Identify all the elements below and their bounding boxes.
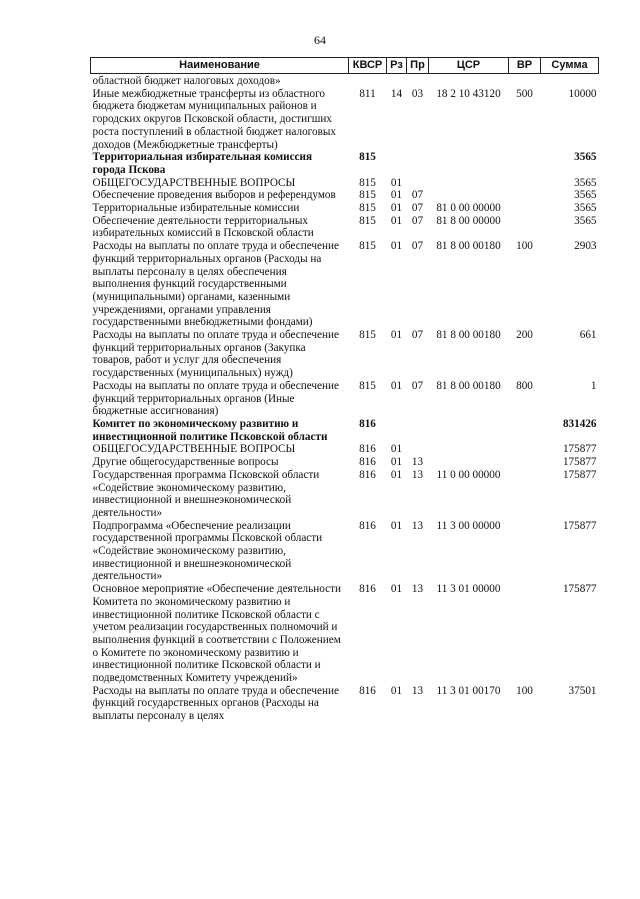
cell-vr	[509, 469, 541, 520]
cell-name: Расходы на выплаты по оплате труда и обеспечение функций государственных органов (Расходы на выплаты персоналу в целях	[92, 684, 339, 723]
table-row	[91, 418, 599, 443]
cell-kvsr: 816	[359, 684, 376, 697]
cell-sum: 3565	[574, 176, 597, 189]
cell-pr: 07	[411, 329, 424, 342]
cell-sum: 2903	[574, 240, 597, 253]
table-row	[91, 443, 599, 456]
cell-kvsr: 815	[359, 189, 376, 202]
cell-pr: 13	[411, 684, 424, 697]
table-row	[91, 685, 599, 723]
cell-rz: 01	[390, 202, 403, 215]
cell-kvsr: 816	[359, 417, 376, 430]
cell-csr	[429, 74, 509, 88]
header-vr: ВР	[509, 58, 541, 74]
header-kvsr: КВСР	[349, 58, 387, 74]
cell-vr	[509, 189, 541, 202]
cell-kvsr: 815	[359, 151, 376, 164]
cell-sum: 175877	[562, 583, 597, 596]
cell-vr: 500	[516, 87, 533, 100]
page-number: 64	[314, 33, 326, 47]
cell-rz: 01	[390, 214, 403, 227]
cell-pr: 13	[411, 519, 424, 532]
cell-pr: 03	[411, 87, 424, 100]
table-row	[91, 202, 599, 215]
cell-sum: 3565	[574, 151, 597, 164]
cell-csr: 11 3 00 00000	[436, 519, 501, 532]
cell-sum	[541, 74, 599, 88]
cell-rz	[387, 418, 407, 443]
cell-sum: 3565	[574, 189, 597, 202]
cell-kvsr: 815	[359, 329, 376, 342]
cell-pr	[407, 177, 429, 190]
cell-kvsr: 816	[359, 468, 376, 481]
cell-pr: 13	[411, 583, 424, 596]
cell-csr	[429, 189, 509, 202]
cell-name: Обеспечение проведения выборов и референдумов	[92, 189, 336, 202]
cell-name: ОБЩЕГОСУДАРСТВЕННЫЕ ВОПРОСЫ	[92, 443, 296, 456]
header-csr: ЦСР	[429, 58, 509, 74]
table-row	[91, 456, 599, 469]
cell-name: Другие общегосударственные вопросы	[92, 456, 279, 469]
cell-name: Государственная программа Псковской области «Содействие экономическому развитию, инвестиционной и внешнеэкономической деятельности»	[92, 468, 320, 519]
table-row	[91, 329, 599, 380]
cell-sum: 10000	[568, 87, 597, 100]
cell-kvsr: 815	[359, 214, 376, 227]
cell-csr: 11 3 01 00000	[436, 583, 501, 596]
cell-vr	[509, 418, 541, 443]
cell-vr: 100	[516, 240, 533, 253]
cell-csr: 81 8 00 00000	[436, 214, 501, 227]
cell-name: Территориальные избирательные комиссии	[92, 202, 300, 215]
cell-vr	[509, 202, 541, 215]
table-row	[91, 520, 599, 584]
cell-vr	[509, 177, 541, 190]
cell-pr	[407, 443, 429, 456]
cell-name: ОБЩЕГОСУДАРСТВЕННЫЕ ВОПРОСЫ	[92, 176, 296, 189]
cell-kvsr: 811	[359, 87, 376, 100]
cell-rz: 01	[390, 443, 403, 456]
cell-csr: 81 8 00 00180	[436, 329, 501, 342]
cell-kvsr: 816	[359, 583, 376, 596]
table-body	[91, 74, 599, 723]
cell-sum: 175877	[562, 456, 597, 469]
cell-vr	[509, 443, 541, 456]
cell-name: Обеспечение деятельности территориальных избирательных комиссий в Псковской области	[92, 214, 314, 240]
cell-vr: 100	[516, 684, 533, 697]
cell-sum: 1	[590, 379, 597, 392]
cell-csr	[429, 177, 509, 190]
cell-name: Расходы на выплаты по оплате труда и обеспечение функций территориальных органов (Иные бюджетные ассигнования)	[92, 379, 339, 418]
cell-pr: 07	[411, 202, 424, 215]
table-row	[91, 74, 599, 88]
budget-table	[90, 57, 599, 723]
cell-rz: 01	[390, 684, 403, 697]
cell-csr	[429, 151, 509, 176]
cell-pr	[407, 74, 429, 88]
cell-vr	[509, 456, 541, 469]
cell-name: Территориальная избирательная комиссия города Пскова	[92, 151, 312, 176]
cell-sum: 175877	[562, 443, 597, 456]
table-row	[91, 151, 599, 176]
cell-rz: 14	[390, 87, 403, 100]
cell-kvsr	[349, 74, 387, 88]
cell-vr	[509, 151, 541, 176]
cell-sum: 831426	[562, 417, 597, 430]
cell-rz	[387, 151, 407, 176]
cell-name: Основное мероприятие «Обеспечение деятельности Комитета по экономическому развитию и инвестиционной политике Псковской области с учетом реализации государственных полномочий и выполнения функций в соответствии с Положением о Комитете по экономическому развитию и инвестиционной политике Псковской области и подведомственных Комитету учреждений»	[92, 583, 341, 685]
cell-sum: 661	[579, 329, 597, 342]
cell-rz: 01	[390, 456, 403, 469]
table-row	[91, 240, 599, 329]
cell-rz: 01	[390, 468, 403, 481]
table-header-row	[91, 58, 599, 74]
header-sum: Сумма	[541, 58, 599, 74]
cell-csr: 11 3 01 00170	[436, 684, 501, 697]
cell-csr: 81 8 00 00180	[436, 379, 501, 392]
cell-rz: 01	[390, 176, 403, 189]
table-row	[91, 215, 599, 240]
header-pr: Пр	[407, 58, 429, 74]
cell-rz: 01	[390, 583, 403, 596]
cell-vr	[509, 74, 541, 88]
cell-vr	[509, 215, 541, 240]
cell-name: Иные межбюджетные трансферты из областного бюджета бюджетам муниципальных районов и городских округов Псковской области, достигших роста поступлений в областной бюджет налоговых доходов (Межбюджетные трансферты)	[92, 87, 336, 151]
cell-pr: 07	[411, 214, 424, 227]
cell-pr: 13	[411, 456, 424, 469]
cell-name: Расходы на выплаты по оплате труда и обеспечение функций территориальных органов (Расходы на выплаты персоналу в целях обеспечения выполнения функций государственными (муниципальными) органами, казенными учреждениями, органами управления государственными внебюджетными фондами)	[92, 240, 339, 329]
cell-rz: 01	[390, 379, 403, 392]
cell-csr: 81 0 00 00000	[436, 202, 501, 215]
table-row	[91, 177, 599, 190]
cell-rz: 01	[390, 189, 403, 202]
cell-sum: 175877	[562, 468, 597, 481]
cell-kvsr: 815	[359, 379, 376, 392]
cell-csr	[429, 443, 509, 456]
cell-pr: 07	[411, 240, 424, 253]
cell-vr: 200	[516, 329, 533, 342]
cell-sum: 175877	[562, 519, 597, 532]
cell-kvsr: 816	[359, 519, 376, 532]
cell-pr: 13	[411, 468, 424, 481]
cell-vr	[509, 520, 541, 584]
cell-kvsr: 815	[359, 176, 376, 189]
table-row	[91, 189, 599, 202]
table-row	[91, 469, 599, 520]
cell-name: Подпрограмма «Обеспечение реализации государственной программы Псковской области «Содействие экономическому развитию, инвестиционной и внешнеэкономической деятельности»	[92, 519, 323, 583]
cell-csr	[429, 418, 509, 443]
table-row	[91, 88, 599, 152]
cell-rz: 01	[390, 240, 403, 253]
cell-sum: 3565	[574, 214, 597, 227]
cell-csr: 11 0 00 00000	[436, 468, 501, 481]
cell-pr: 07	[411, 189, 424, 202]
cell-csr: 81 8 00 00180	[436, 240, 501, 253]
cell-vr	[509, 583, 541, 685]
cell-pr: 07	[411, 379, 424, 392]
cell-kvsr: 815	[359, 202, 376, 215]
cell-sum: 3565	[574, 202, 597, 215]
table-row	[91, 380, 599, 418]
cell-kvsr: 816	[359, 456, 376, 469]
cell-name: Комитет по экономическому развитию и инвестиционной политике Псковской области	[92, 417, 328, 443]
cell-name: областной бюджет налоговых доходов»	[92, 75, 281, 87]
cell-vr: 800	[516, 379, 533, 392]
header-name: Наименование	[91, 58, 349, 74]
cell-csr: 18 2 10 43120	[436, 87, 501, 100]
table-row	[91, 583, 599, 685]
cell-rz: 01	[390, 329, 403, 342]
cell-pr	[407, 151, 429, 176]
cell-name: Расходы на выплаты по оплате труда и обеспечение функций территориальных органов (Закупка товаров, работ и услуг для обеспечения государственных (муниципальных) нужд)	[92, 329, 339, 380]
cell-sum: 37501	[568, 684, 597, 697]
header-rz: Рз	[387, 58, 407, 74]
cell-rz	[387, 74, 407, 88]
cell-csr	[429, 456, 509, 469]
cell-kvsr: 816	[359, 443, 376, 456]
cell-kvsr: 815	[359, 240, 376, 253]
cell-rz: 01	[390, 519, 403, 532]
cell-pr	[407, 418, 429, 443]
